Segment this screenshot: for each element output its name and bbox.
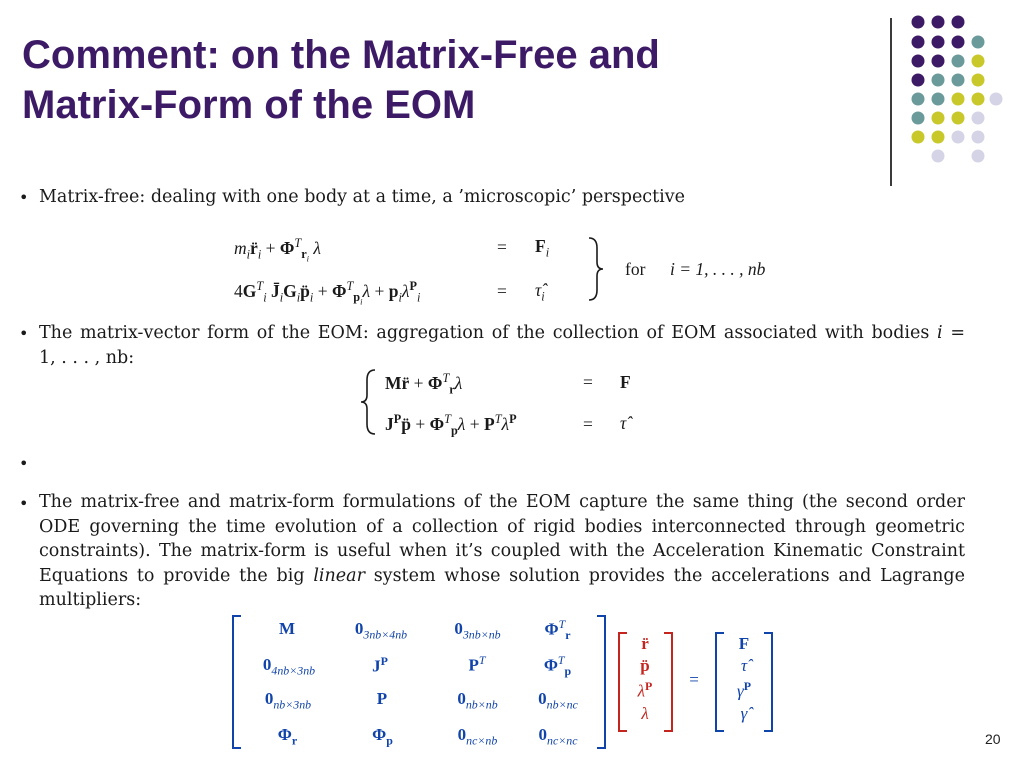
eq1-line2-rhs: $\taû_i$ — [535, 280, 545, 304]
dot-grid-row-4 — [912, 74, 985, 87]
matrix-cell: $0_{nb\times 3nb}$ — [264, 689, 312, 712]
vector-entry: τ̂ — [740, 656, 748, 675]
eq1-line2-lhs: $4G^T_i$ $J̄_iG_ip̈_i + \Phi^T_{p_i}\lambda + p_i\lambda^P_i$ — [234, 279, 421, 307]
coefficient-matrix-right-bracket — [597, 615, 606, 749]
bullet-2-text-part1: The matrix-vector form of the EOM: aggregation of the collection of EOM associated with bodies — [39, 323, 930, 343]
matrix-cell: $0_{4nb\times 3nb}$ — [262, 655, 316, 678]
decorative-dot-grid — [0, 0, 1024, 200]
bullet-4-text — [39, 490, 965, 613]
matrix-cell: $J^P$ — [372, 654, 388, 676]
eq1-for-label: for — [625, 259, 646, 279]
matrix-cell: $0_{nb\times nc}$ — [538, 689, 578, 712]
bullet-4-text-part2: system whose solution provides the accelerations and Lagrange multipliers: — [39, 565, 965, 610]
bullet-marker: • — [19, 454, 29, 473]
matrix-cell: $P^T$ — [468, 653, 486, 675]
matrix-cell: P — [376, 689, 388, 708]
dot-grid-row-3 — [912, 55, 985, 68]
coefficient-matrix-left-bracket — [232, 615, 241, 749]
eq2-line1-equals: = — [583, 372, 593, 392]
bullet-marker: • — [19, 188, 29, 207]
dot-grid-row-5 — [912, 93, 1003, 106]
bullet-2-text: The matrix-vector form of the EOM: aggregation of the collection of EOM associated with bodies i = 1, . . . , nb: — [39, 321, 965, 370]
slide-title-line-1: Comment: on the Matrix-Free and — [22, 33, 660, 77]
eq1-line1-lhs: $m_ir̈_i + \Phi^T_{r_i}$ λ — [234, 236, 321, 264]
eq2-line2-equals: = — [583, 414, 593, 434]
bullet-2-text-part2: 1, . . . , nb: — [39, 347, 135, 368]
slide-title-line-2: Matrix-Form of the EOM — [22, 83, 476, 127]
system-equals: = — [689, 670, 699, 689]
bullet-4-emphasis: linear — [313, 565, 365, 586]
unknown-vector-left-bracket — [618, 632, 627, 732]
eq2-line2-lhs: $J^Pp̈ + \Phi^T_p\lambda + P^T\lambda^P$ — [385, 412, 517, 438]
matrix-cell: $0_{nc\times nb}$ — [457, 725, 498, 748]
eq1-range: i = 1, . . . , nb — [670, 259, 766, 279]
dot-grid-row-7 — [912, 131, 985, 144]
dot-grid-row-8 — [932, 150, 985, 163]
matrix-cell: $0_{nc\times nc}$ — [538, 725, 578, 748]
vector-entry: p̈ — [640, 656, 650, 675]
matrix-cell: $\Phi_p$ — [372, 725, 393, 748]
matrix-cell: $\Phi^T_r$ — [544, 617, 571, 643]
vector-entry: $\gamma^P$ — [737, 679, 751, 701]
matrix-cell: $\Phi^T_p$ — [543, 653, 572, 679]
eq2-line1-lhs: Mr̈ + $\Phi^T_r\lambda$ — [385, 371, 463, 397]
page-number: 20 — [985, 731, 1001, 747]
eq2-line2-rhs: τ̂ — [620, 413, 627, 433]
bullet-marker: • — [19, 494, 29, 513]
unknown-vector-right-bracket — [664, 632, 673, 732]
matrix-cell: $\Phi_r$ — [277, 725, 298, 748]
rhs-vector-left-bracket — [715, 632, 724, 732]
matrix-cell: $0_{3nb\times 4nb}$ — [354, 619, 408, 642]
vector-entry: r̈ — [641, 634, 649, 653]
bullet-marker: • — [19, 324, 29, 343]
left-curly-brace — [357, 368, 379, 436]
eq1-line2-equals: = — [497, 281, 507, 301]
dot-grid-row-6 — [912, 112, 985, 125]
bullet-4-text-part1: The matrix-free and matrix-form formulations of the EOM capture the same thing (the second order ODE governing the time evolution of a collection of rigid bodies interconnected through geometric constraints). The matrix-form is useful when it’s coupled with the Acceleration Kinematic Constraint Equations to provide the big — [39, 492, 965, 586]
matrix-cell: $0_{nb\times nb}$ — [457, 689, 498, 712]
eq2-line1-rhs: F — [620, 372, 631, 392]
vector-entry: F — [738, 634, 750, 653]
rhs-vector-right-bracket — [764, 632, 773, 732]
bullet-1-text: Matrix-free: dealing with one body at a time, a ’microscopic’ perspective — [39, 187, 685, 207]
vector-entry: λ — [641, 704, 649, 723]
vector-entry: $\lambda^P$ — [637, 679, 653, 701]
dot-grid-row-1 — [912, 16, 965, 29]
dot-grid-row-2 — [912, 36, 985, 49]
eq1-line1-equals: = — [497, 237, 507, 257]
matrix-cell: M — [278, 619, 296, 638]
eq1-line1-rhs: $F_i$ — [535, 236, 550, 260]
vector-entry: γ̂ — [740, 704, 748, 723]
right-curly-brace — [585, 236, 607, 302]
matrix-cell: $0_{3nb\times nb}$ — [454, 619, 501, 642]
